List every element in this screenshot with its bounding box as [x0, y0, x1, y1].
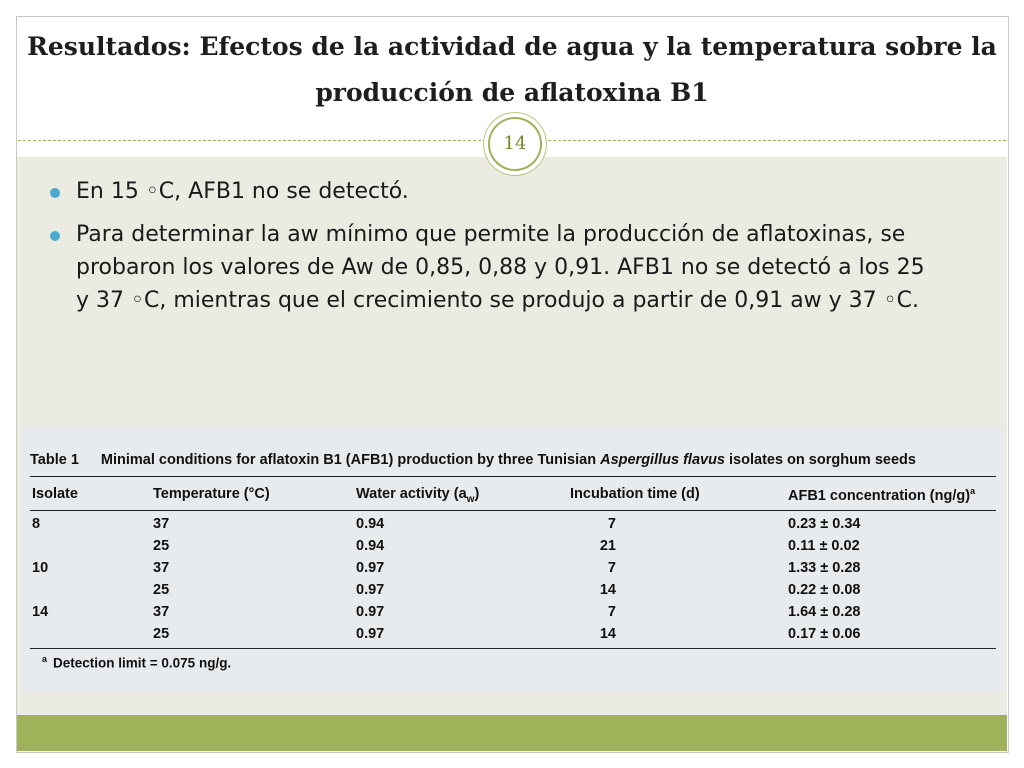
table-label: Table 1: [30, 452, 79, 468]
table-cell-afb1: 1.64 ± 0.28: [788, 604, 861, 620]
results-table: [20, 426, 1004, 692]
table-cell-afb1: 0.23 ± 0.34: [788, 516, 861, 532]
table-cell-aw: 0.97: [356, 582, 385, 598]
bullet-item: [44, 218, 944, 317]
table-cell-aw: 0.97: [356, 626, 385, 642]
caption-post: isolates on sorghum seeds: [725, 452, 916, 468]
bullet-list: [44, 175, 944, 327]
table-cell-temp: 25: [153, 538, 170, 554]
table-cell-temp: 37: [153, 560, 170, 576]
table-cell-afb1: 1.33 ± 0.28: [788, 560, 861, 576]
table-caption: [30, 452, 916, 468]
caption-italic: Aspergillus flavus: [600, 452, 725, 468]
table-cell-aw: 0.94: [356, 516, 385, 532]
slide-title: [16, 24, 1008, 116]
table-cell-temp: 37: [153, 516, 170, 532]
caption-pre: Minimal conditions for aflatoxin B1 (AFB1) production by three Tunisian: [100, 452, 601, 468]
bullet-dot-icon: [50, 231, 60, 241]
bullet-text: En 15 ◦C, AFB1 no se detectó.: [76, 179, 409, 204]
table-cell-afb1: 0.22 ± 0.08: [788, 582, 861, 598]
table-cell-time: 7: [607, 604, 616, 620]
table-cell-isolate: 8: [32, 516, 41, 532]
col-header-temperature: Temperature (°C): [153, 486, 270, 502]
col-header-afb1: AFB1 concentration $(ng/g)^a$: [788, 486, 976, 504]
table-cell-time: 7: [607, 516, 616, 532]
table-cell-temp: 37: [153, 604, 170, 620]
table-rule-bottom: [30, 648, 996, 649]
col-header-incubation: Incubation time (d): [570, 486, 700, 502]
table-cell-temp: 25: [153, 582, 170, 598]
bullet-text: Para determinar la aw mínimo que permite la producción de aflatoxinas, se probaron los valores de Aw de 0,85, 0,88 y 0,91. AFB1 no se detectó a los 25 y 37 ◦C, mientras que el crecimiento se produjo a partir de 0,91 aw y 37 ◦C.: [76, 222, 925, 313]
table-cell-afb1: 0.11 ± 0.02: [788, 538, 860, 554]
table-rule-header: [30, 510, 996, 511]
table-rule-top: [30, 476, 996, 477]
table-cell-isolate: 14: [32, 604, 49, 620]
title-line-2: producción de aflatoxina B1: [315, 78, 709, 107]
bullet-item: [44, 175, 944, 208]
table-cell-time: 21: [599, 538, 616, 554]
col-header-isolate: Isolate: [32, 486, 78, 502]
table-footnote: $^a$ Detection limit = 0.075 ng/g.: [42, 654, 232, 671]
bullet-dot-icon: [50, 188, 60, 198]
table-cell-aw: 0.97: [356, 560, 385, 576]
slide-number: 14: [503, 133, 527, 154]
table-cell-isolate: 10: [32, 560, 49, 576]
title-line-1: Resultados: Efectos de la actividad de agua y la temperatura sobre la: [27, 32, 997, 61]
table-cell-time: 14: [599, 626, 616, 642]
table-cell-time: 14: [599, 582, 616, 598]
table-cell-aw: 0.97: [356, 604, 385, 620]
table-cell-afb1: 0.17 ± 0.06: [788, 626, 861, 642]
slide-number-badge: [488, 117, 542, 171]
table-cell-temp: 25: [153, 626, 170, 642]
footer-bar: [17, 715, 1007, 751]
table-cell-aw: 0.94: [356, 538, 385, 554]
table-cell-time: 7: [607, 560, 616, 576]
col-header-water-activity: Water activity $(a_w)$: [356, 486, 480, 505]
